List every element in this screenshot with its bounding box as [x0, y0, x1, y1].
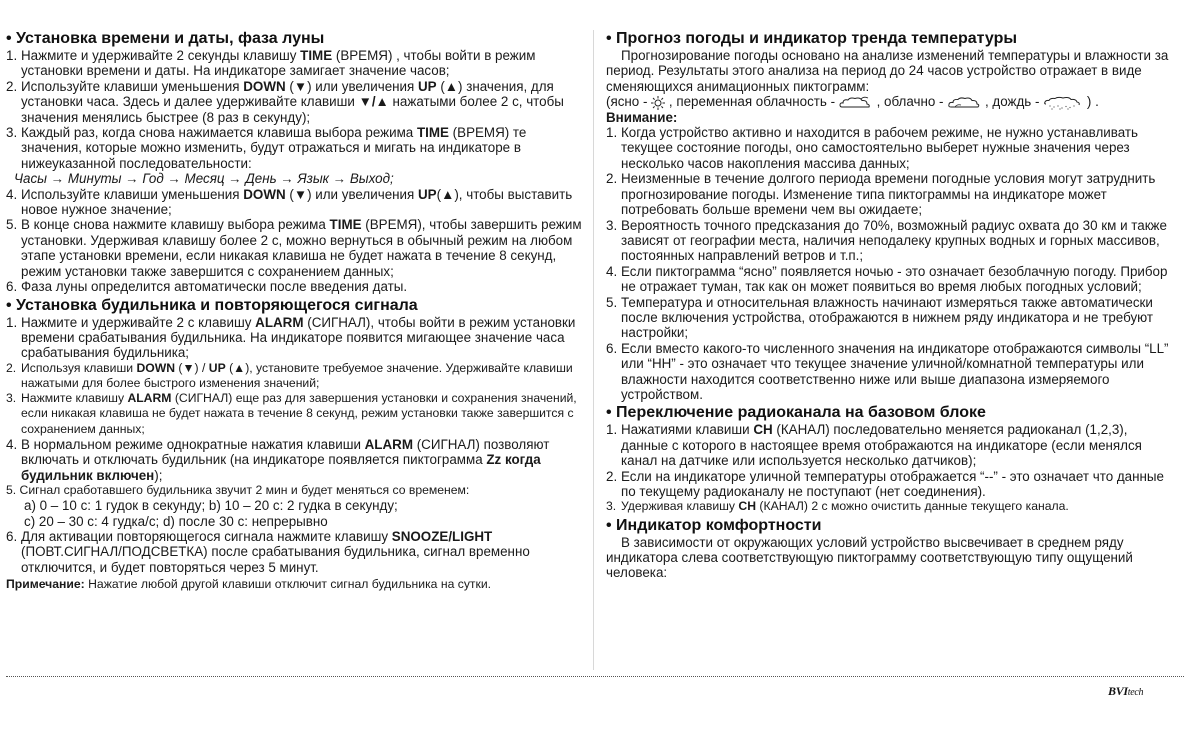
section-title-comfort: • Индикатор комфортности [606, 516, 822, 534]
rich: Для активации повторяющегося сигнала нажмите клавишу SNOOZE/LIGHT (ПОВТ.СИГНАЛ/ПОДСВЕТКА) после срабатывания будильника, сигнал временно отключится, и будет повторяться через 5 минут. [21, 528, 530, 575]
right-column [606, 30, 1177, 581]
list-item: 2. Если на индикаторе уличной температуры отображается “--” - это означает что данные по текущему радиоканалу не поступают (нет соединения). [606, 468, 1164, 500]
list-item: 6. Если вместо какого-то численного значения на индикаторе отображаются символы “LL” или “HH” - это означает что текущее значение уличной/комнатной температуры или влажности находится соответственно ниже или выше диапазона измеряемого устройством. [606, 340, 1169, 402]
rich: Нажмите и удерживайте 2 секунды клавишу TIME (ВРЕМЯ) , чтобы войти в режим установки времени и даты. На индикаторе замигает значение часов; [21, 48, 536, 79]
rich: Фаза луны определится автоматически после введения даты. [21, 279, 408, 295]
list-item: 4. В нормальном режиме однократные нажатия клавиши ALARM (СИГНАЛ) позволяют включать и отключать будильник (на индикаторе появляется пиктограмма Zz когда будильник включен); [6, 436, 550, 483]
attention-label: Внимание: [606, 109, 678, 125]
rich: Удерживая клавишу CH (КАНАЛ) 2 с можно очистить данные текущего канала. [621, 499, 1069, 514]
rich: Используйте клавиши уменьшения DOWN (▼) или увеличения UP (▲) значения, для установки часа. Здесь и далее удерживайте клавиши ▼/▲ нажатыми более 2 с, чтобы значения менялись быстрее (8 раз в секунду); [21, 78, 564, 125]
alarm-sub-a: а) 0 – 10 с: 1 гудок в секунду; b) 10 – 20 с: 2 гудка в секунду; [24, 498, 398, 514]
list-item: 5. В конце снова нажмите клавишу выбора режима TIME (ВРЕМЯ), чтобы завершить режим установки. Удерживая клавишу более 2 с, можно вернуться в обычный режим на любом этапе установки времени, если никакая клавиша не будет нажата в течение 8 секунд, режим установки также завершится с сохранением данных; [6, 217, 582, 279]
rich: Используя клавиши DOWN (▼) / UP (▲), установите требуемое значение. Удерживайте клавиши нажатыми для более быстрого изменения значений; [21, 360, 573, 390]
list-item: 4. Если пиктограмма “ясно” появляется ночью - это означает безоблачную погоду. Прибор не отражает туман, так как он может появиться во время любых погодных условий; [606, 263, 1168, 295]
list-item: 1. Нажатиями клавиши CH (КАНАЛ) последовательно меняется радиоканал (1,2,3), данные с которого в настоящее время отображаются на индикаторе (если менялся канал на датчике или используется несколько датчиков); [606, 422, 1142, 469]
section-title-radio-channel: • Переключение радиоканала на базовом блоке [606, 404, 986, 422]
list-item: 6. Фаза луны определится автоматически после введения даты. [6, 279, 408, 295]
list-item: 4. Используйте клавиши уменьшения DOWN (▼) или увеличения UP(▲), чтобы выставить новое нужное значение; [6, 186, 573, 218]
list-weather [606, 125, 1177, 402]
sequence-text: Часы → Минуты → Год → Месяц → День → Язык → Выход; [14, 171, 394, 187]
list-item: 3. Удерживая клавишу CH (КАНАЛ) 2 с можно очистить данные текущего канала. [606, 499, 1069, 514]
list-radio [606, 422, 1177, 514]
partly-cloudy-icon [839, 96, 873, 110]
column-divider [593, 30, 594, 670]
cloudy-icon [947, 96, 981, 110]
sun-icon [651, 96, 665, 110]
alarm-item-5: 5. Сигнал сработавшего будильника звучит 2 мин и будет меняться со временем: [6, 482, 470, 497]
brand-main: BVI [1108, 684, 1128, 698]
weather-icons-line: (ясно - , переменная облачность - , облачно - , дождь - ) . [606, 94, 1099, 110]
note [6, 577, 584, 592]
list-alarm-6 [6, 529, 584, 575]
list-item: 2. Используя клавиши DOWN (▼) / UP (▲), установите требуемое значение. Удерживайте клавиши нажатыми для более быстрого изменения значений; [6, 360, 573, 390]
list-item: 3. Вероятность точного предсказания до 70%, возможный радиус охвата до 30 км и также зависят от географии места, наличия неподалеку крупных водных и горных массивов, постоянных направлений ветров и т.п.; [606, 217, 1167, 264]
rich: Используйте клавиши уменьшения DOWN (▼) или увеличения UP(▲), чтобы выставить новое нужное значение; [21, 186, 573, 218]
weather-intro: Прогнозирование погоды основано на анализе изменений температуры и влажности за период. Результаты этого анализа на период до 24 часов устройство отражает в виде сменяющихся анимационных пиктограмм: [606, 48, 1169, 94]
rich: В конце снова нажмите клавишу выбора режима TIME (ВРЕМЯ), чтобы завершить режим установки. Удерживая клавишу более 2 с, можно вернуться в обычный режим на любом этапе установки времени, если никакая клавиша не будет нажата в течение 8 секунд, режим установки также завершится с сохранением данных; [21, 217, 582, 279]
section-title-alarm: • Установка будильника и повторяющегося сигнала [6, 296, 418, 314]
rich: Нажмите клавишу ALARM (СИГНАЛ) еще раз для завершения установки и сохранения значений, если никакая клавиша не будет нажата в течение 8 секунд, режим установки также завершится с сохранением данных; [21, 391, 577, 436]
list-item: 3. Нажмите клавишу ALARM (СИГНАЛ) еще раз для завершения установки и сохранения значений, если никакая клавиша не будет нажата в течение 8 секунд, режим установки также завершится с сохранением данных; [6, 391, 577, 436]
brand-logo [1108, 684, 1180, 700]
note-label: Примечание: [6, 577, 85, 592]
rain-icon [1043, 96, 1083, 110]
brand-sub: tech [1127, 687, 1144, 698]
rich: Каждый раз, когда снова нажимается клавиша выбора режима TIME (ВРЕМЯ) те значения, которые можно изменить, будут отражаться и мигать на индикаторе в нижеуказанной последовательности: [21, 125, 527, 171]
section-title-time-date: • Установка времени и даты, фаза луны [6, 30, 325, 47]
note-text: Нажатие любой другой клавиши отключит сигнал будильника на сутки. [88, 577, 492, 592]
list-item: 1. Когда устройство активно и находится в рабочем режиме, не нужно устанавливать текущее состояние погоды, оно самостоятельно выберет нужные значения через несколько часов накопления массива данных; [606, 125, 1138, 171]
rich: Нажмите и удерживайте 2 с клавишу ALARM (СИГНАЛ), чтобы войти в режим установки времени срабатывания будильника. На индикаторе появится мигающее значение часа срабатывания будильника; [21, 314, 576, 361]
alarm-sub-b: с) 20 – 30 с: 4 гудка/с; d) после 30 с: непрерывно [24, 513, 328, 529]
list-item: 6. Для активации повторяющегося сигнала нажмите клавишу SNOOZE/LIGHT (ПОВТ.СИГНАЛ/ПОДСВЕТКА) после срабатывания будильника, сигнал временно отключится, и будет повторяться через 5 минут. [6, 528, 530, 575]
list-item: 2. Используйте клавиши уменьшения DOWN (▼) или увеличения UP (▲) значения, для установки часа. Здесь и далее удерживайте клавиши ▼/▲ нажатыми более 2 с, чтобы значения менялись быстрее (8 раз в секунду); [6, 78, 564, 125]
list-alarm [6, 315, 584, 483]
section-title-weather: • Прогноз погоды и индикатор тренда температуры [606, 30, 1018, 47]
list-item: 1. Нажмите и удерживайте 2 с клавишу ALARM (СИГНАЛ), чтобы войти в режим установки времени срабатывания будильника. На индикаторе появится мигающее значение часа срабатывания будильника; [6, 314, 576, 361]
list-time-date [6, 48, 584, 171]
list-item: 1. Нажмите и удерживайте 2 секунды клавишу TIME (ВРЕМЯ) , чтобы войти в режим установки времени и даты. На индикаторе замигает значение часов; [6, 48, 536, 79]
bottom-dotted-rule [6, 676, 1184, 677]
list-time-date-2 [6, 187, 584, 295]
list-item: 3. Каждый раз, когда снова нажимается клавиша выбора режима TIME (ВРЕМЯ) те значения, которые можно изменить, будут отражаться и мигать на индикаторе в нижеуказанной последовательности: [6, 125, 527, 171]
list-item: 2. Неизменные в течение долгого периода времени погодные условия могут затруднить прогнозирование погоды. Изменение типа пиктограммы на индикаторе может потребовать больше времени чем вы ожидаете; [606, 171, 1156, 218]
left-column [6, 30, 584, 592]
comfort-text: В зависимости от окружающих условий устройство высвечивает в среднем ряду индикатора слева соответствующую пиктограмму соответствующую типу ощущений человека: [606, 534, 1133, 581]
rich: Нажатиями клавиши CH (КАНАЛ) последовательно меняется радиоканал (1,2,3), данные с которого в настоящее время отображаются на индикаторе (если менялся канал на датчике или используется несколько датчиков); [621, 422, 1142, 469]
list-item: 5. Температура и относительная влажность начинают измеряться также автоматически после включения устройства, отображаются в нижнем ряду индикатора и не требуют настройки; [606, 294, 1154, 341]
rich: В нормальном режиме однократные нажатия клавиши ALARM (СИГНАЛ) позволяют включать и отключать будильник (на индикаторе появляется пиктограмма Zz когда будильник включен); [21, 436, 550, 483]
